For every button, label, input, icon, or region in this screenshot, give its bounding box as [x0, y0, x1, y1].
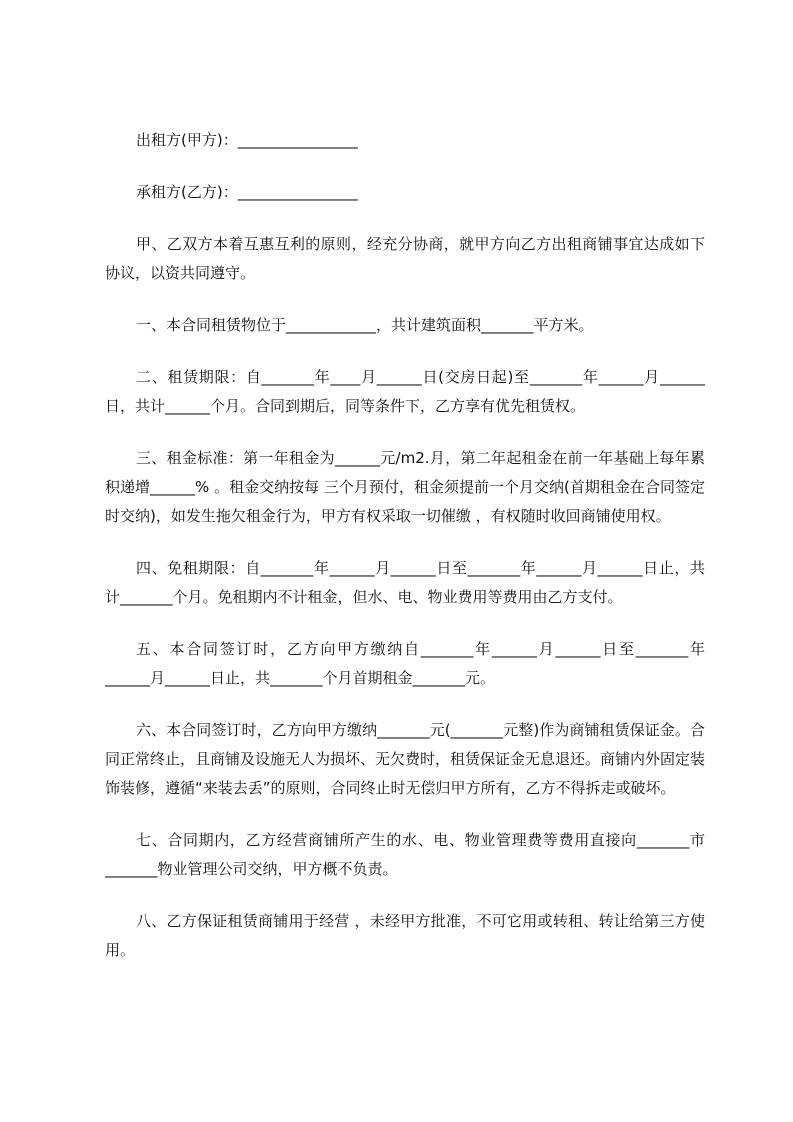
- clause-1: 一、本合同租赁物位于____________，共计建筑面积_______平方米。: [136, 316, 594, 334]
- document-page: [105, 126, 705, 965]
- clause-6: 六、本合同签订时，乙方向甲方缴纳_______元(_______元整)作为商铺租赁保证金。合同正常终止，且商铺及设施无人为损坏、无欠费时，租赁保证金无息退还。商铺内外固定装饰装修，遵循“来装去丢”的原则，合同终止时无偿归甲方所有，乙方不得拆走或破坏。: [105, 721, 706, 797]
- clause-3: 三、租金标准：第一年租金为______元/m2.月，第二年起租金在前一年基础上每年累积递增______% 。租金交纳按每 三个月预付，租金须提前一个月交纳(首期租金在合同签定时交纳)，如发生拖欠租金行为，甲方有权采取一切催缴 ，有权随时收回商铺使用权。: [105, 449, 705, 525]
- lessee-line: 承租方(乙方)：________________: [136, 183, 358, 201]
- preamble: 甲、乙双方本着互惠互利的原则，经充分协商，就甲方向乙方出租商铺事宜达成如下协议，以资共同遵守。: [105, 235, 705, 282]
- clause-2: 二、租赁期限：自_______年____月______日(交房日起)至_______年______月______日，共计______个月。合同到期后，同等条件下，乙方享有优先租赁权。: [105, 368, 705, 415]
- clause-7: 七、合同期内，乙方经营商铺所产生的水、电、物业管理费等费用直接向_______市_______物业管理公司交纳，甲方概不负责。: [105, 831, 705, 878]
- clause-8: 八、乙方保证租赁商铺用于经营 ，未经甲方批准，不可它用或转租、转让给第三方使用。: [105, 912, 705, 959]
- clause-4: 四、免租期限：自_______年______月______日至_______年______月______日止，共计_______个月。免租期内不计租金，但水、电、物业费用等费用由乙方支付。: [105, 559, 705, 606]
- lessor-line: 出租方(甲方)：________________: [136, 131, 358, 149]
- clause-5: 五、本合同签订时，乙方向甲方缴纳自_______年______月______日至_______年______月______日止，共_______个月首期租金_______元。: [105, 640, 705, 687]
